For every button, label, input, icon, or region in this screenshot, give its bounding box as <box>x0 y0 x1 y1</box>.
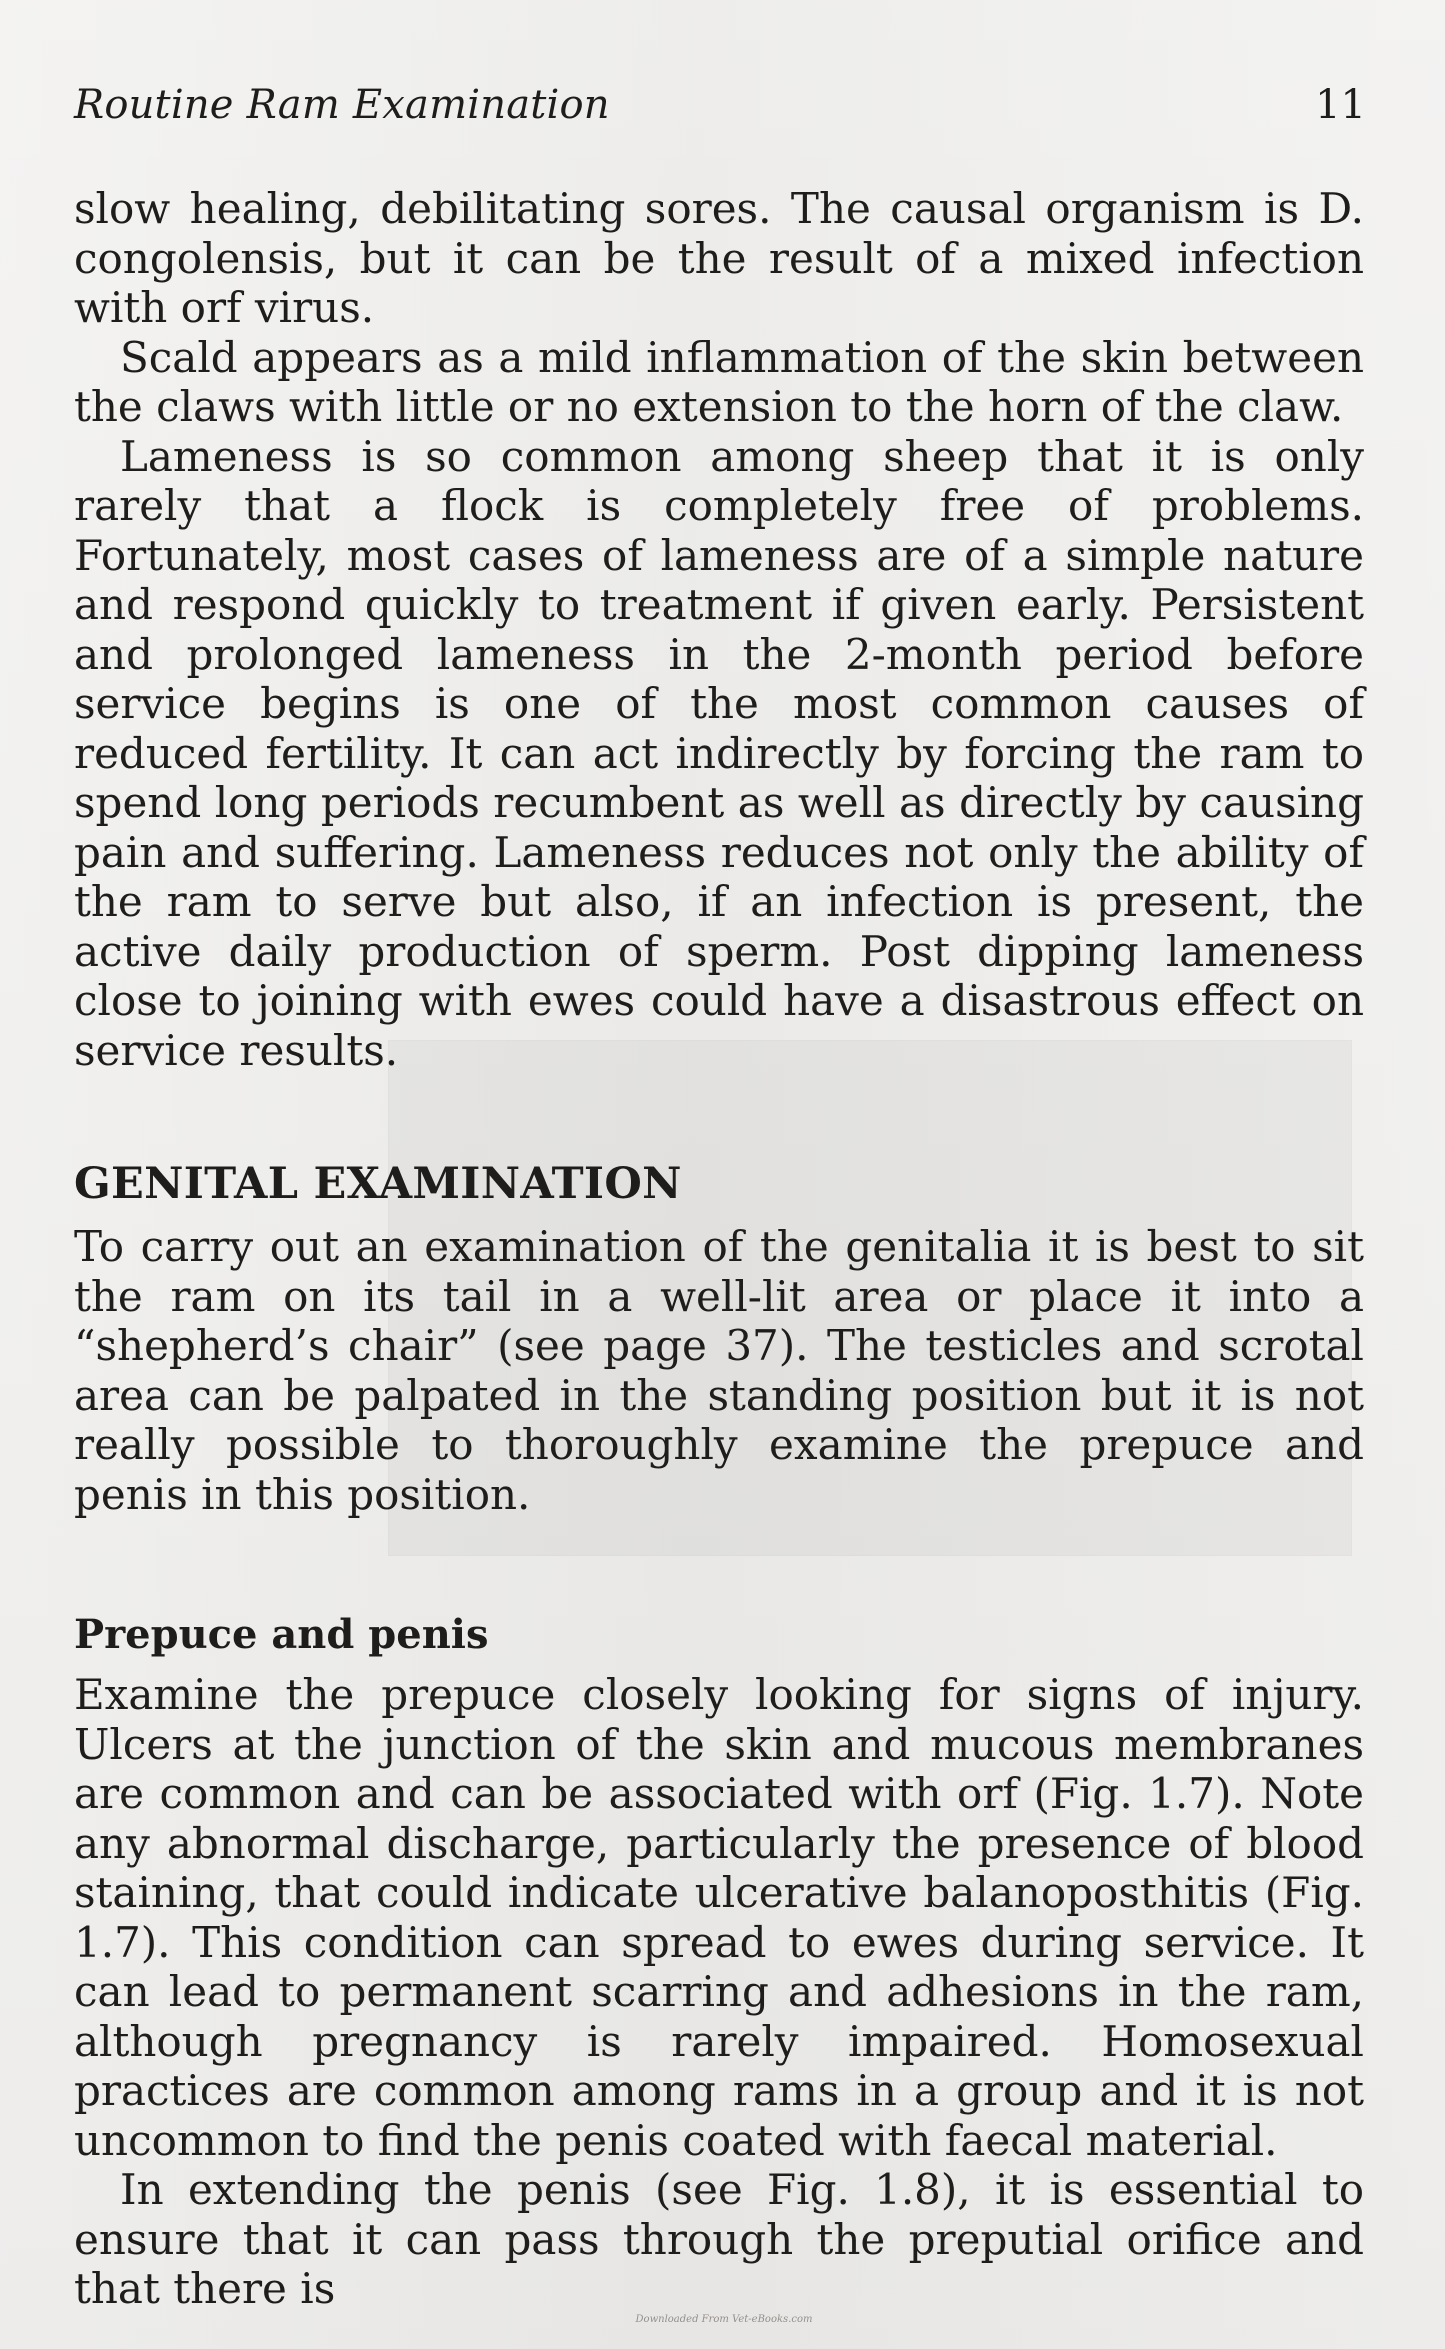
paragraph-lameness: Lameness is so common among sheep that it is only rarely that a flock is completely free of problems. Fortunately, most cases of lameness are of a simple nature and respond quickly to treatment if given early. Persistent and prolonged lameness in the 2-month period before service begins is one of the most common causes of reduced fertility. It can act indirectly by forcing the ram to spend long periods recumbent as well as directly by causing pain and suffering. Lameness reduces not only the ability of the ram to serve but also, if an infection is present, the active daily production of sperm. Post dipping lameness close to joining with ewes could have a disastrous effect on service results. <box>74 431 1364 1075</box>
prepuce-penis-text <box>74 1670 1364 2314</box>
paragraph-sore-causes: slow healing, debilitating sores. The causal organism is D. congolensis, but it can be the result of a mixed infection with orf virus. <box>74 184 1364 332</box>
paragraph-scald: Scald appears as a mild inflammation of the skin between the claws with little or no extension to the horn of the claw. <box>74 332 1364 431</box>
page-number: 11 <box>1315 82 1366 128</box>
prepuce-penis-heading: Prepuce and penis <box>74 1611 489 1658</box>
penis-extension-paragraph: In extending the penis (see Fig. 1.8), it is essential to ensure that it can pass through the preputial orifice and that there is <box>74 2165 1364 2313</box>
genital-examination-paragraph: To carry out an examination of the genitalia it is best to sit the ram on its tail in a well-lit area or place it into a “shepherd’s chair” (see page 37). The testicles and scrotal area can be palpated in the standing position but it is not really possible to thoroughly examine the prepuce and penis in this position. <box>74 1222 1364 1519</box>
download-watermark: Downloaded From Vet-eBooks.com <box>635 2314 813 2325</box>
lameness-section <box>74 184 1364 1075</box>
genital-examination-heading: GENITAL EXAMINATION <box>74 1158 682 1209</box>
running-header <box>74 78 1366 132</box>
prepuce-examination-paragraph: Examine the prepuce closely looking for signs of injury. Ulcers at the junction of the skin and mucous membranes are common and can be associated with orf (Fig. 1.7). Note any abnormal discharge, particularly the presence of blood staining, that could indicate ulcerative balanoposthitis (Fig. 1.7). This condition can spread to ewes during service. It can lead to permanent scarring and adhesions in the ram, although pregnancy is rarely impaired. Homosexual practices are common among rams in a group and it is not uncommon to find the penis coated with faecal material. <box>74 1670 1364 2165</box>
genital-examination-text <box>74 1222 1364 1519</box>
running-title: Routine Ram Examination <box>74 82 610 128</box>
